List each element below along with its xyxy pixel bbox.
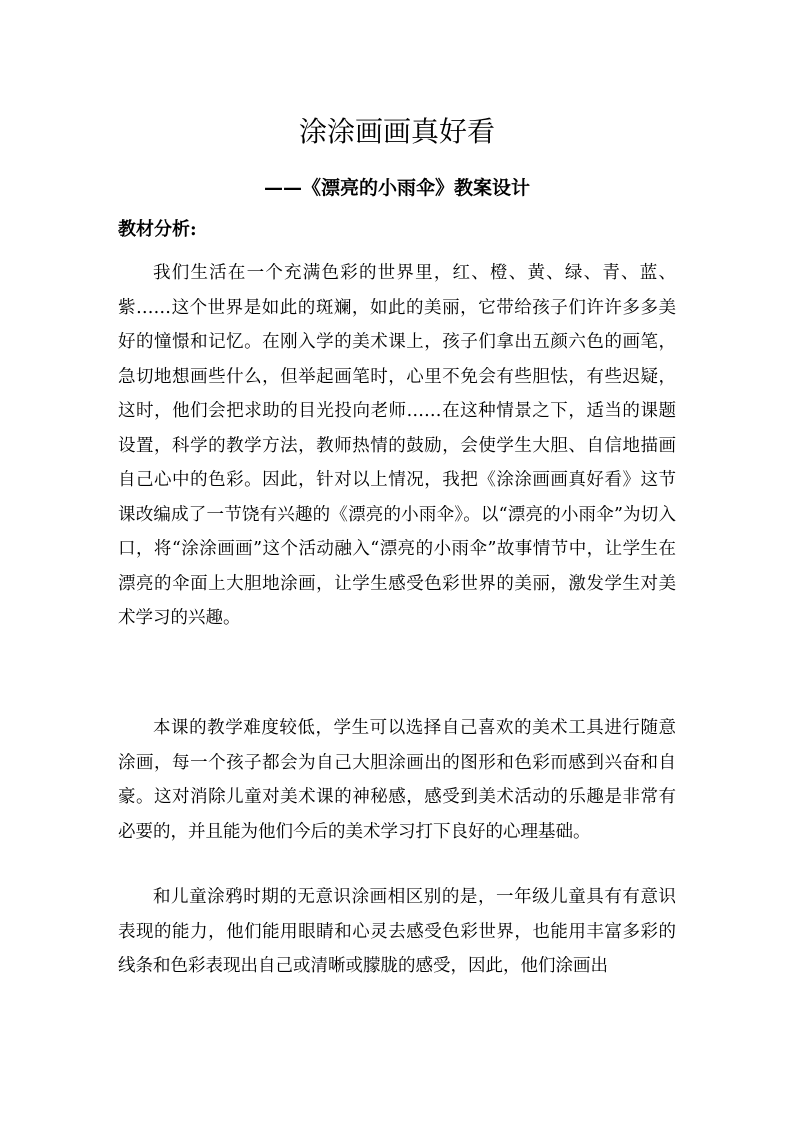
- document-title: 涂涂画画真好看: [298, 115, 495, 148]
- paragraph-1: 我们生活在一个充满色彩的世界里，红、橙、黄、绿、青、蓝、紫……这个世界是如此的斑斓，如此的美丽，它带给孩子们许许多多美好的憧憬和记忆。在刚入学的美术课上，孩子们拿出五颜六色的画笔，急切地想画些什么，但举起画笔时，心里不免会有些胆怯，有些迟疑，这时，他们会把求助的目光投向老师……在这种情景之下，适当的课题设置，科学的教学方法，教师热情的鼓励，会使学生大胆、自信地描画自己心中的色彩。因此，针对以上情况，我把《涂涂画画真好看》这节课改编成了一节饶有兴趣的《漂亮的小雨伞》。以“漂亮的小雨伞”为切入口，将“涂涂画画”这个活动融入“漂亮的小雨伞”故事情节中，让学生在漂亮的伞面上大胆地涂画，让学生感受色彩世界的美丽，激发学生对美术学习的兴趣。: [118, 263, 676, 628]
- paragraph-3: 和儿童涂鸦时期的无意识涂画相区别的是，一年级儿童具有有意识表现的能力，他们能用眼睛和心灵去感受色彩世界，也能用丰富多彩的线条和色彩表现出自己或清晰或朦胧的感受，因此，他们涂画出: [118, 887, 676, 976]
- section-heading-textbook-analysis: 教材分析:: [118, 219, 197, 240]
- paragraph-2: 本课的教学难度较低，学生可以选择自己喜欢的美术工具进行随意涂画，每一个孩子都会为自己大胆涂画出的图形和色彩而感到兴奋和自豪。这对消除儿童对美术课的神秘感，感受到美术活动的乐趣是非常有必要的，并且能为他们今后的美术学习打下良好的心理基础。: [118, 718, 676, 842]
- document-subtitle: ——《漂亮的小雨伞》教案设计: [263, 177, 530, 199]
